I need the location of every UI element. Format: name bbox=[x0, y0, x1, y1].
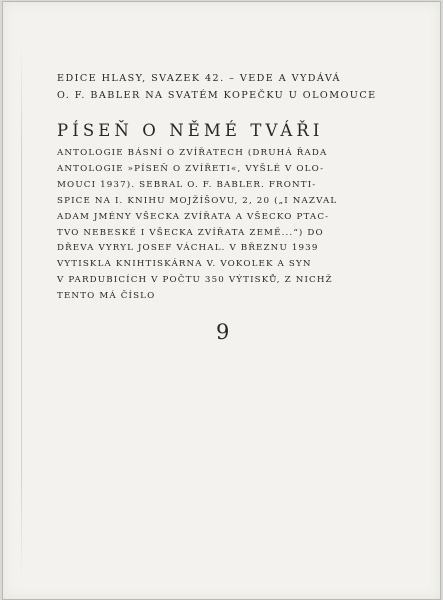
series-header-line-1: EDICE HLASY, SVAZEK 42. – VEDE A VYDÁVÁ bbox=[57, 73, 341, 84]
colophon-text bbox=[57, 146, 397, 305]
colophon-line-8: VYTISKLA KNIHTISKÁRNA V. VOKOLEK A SYN bbox=[57, 259, 312, 270]
page-fold-line bbox=[21, 42, 22, 582]
colophon-line-7: DŘEVA VYRYL JOSEF VÁCHAL. V BŘEZNU 1939 bbox=[57, 243, 319, 254]
colophon-line-2: ANTOLOGIE »PÍSEŇ O ZVÍŘETI«, VYŠLÉ V OLO- bbox=[57, 163, 325, 174]
book-page bbox=[2, 1, 441, 600]
colophon-line-1: ANTOLOGIE BÁSNÍ O ZVÍŘATECH (DRUHÁ ŘADA bbox=[57, 148, 328, 158]
series-header-line-2: O. F. BABLER NA SVATÉM KOPEČKU U OLOMOUCE bbox=[57, 90, 377, 101]
colophon-line-10: TENTO MÁ ČÍSLO bbox=[57, 291, 156, 302]
colophon-line-6: TVO NEBESKÉ I VŠECKA ZVÍŘATA ZEMĚ...“) DO bbox=[57, 227, 324, 238]
colophon-line-4: SPICE NA I. KNIHU MOJŽÍŠOVU, 2, 20 („I NAZVAL bbox=[57, 195, 338, 206]
colophon-line-9: V PARDUBICÍCH V POČTU 350 VÝTISKŮ, Z NICHŽ bbox=[57, 275, 333, 286]
book-title: PÍSEŇ O NĚMÉ TVÁŘI bbox=[57, 121, 324, 140]
colophon-line-5: ADAM JMÉNY VŠECKA ZVÍŘATA A VŠECKO PTAC- bbox=[57, 211, 330, 222]
series-header bbox=[57, 70, 387, 104]
copy-number: 9 bbox=[216, 320, 230, 344]
colophon-line-3: MOUCI 1937). SEBRAL O. F. BABLER. FRONTI- bbox=[57, 179, 317, 190]
